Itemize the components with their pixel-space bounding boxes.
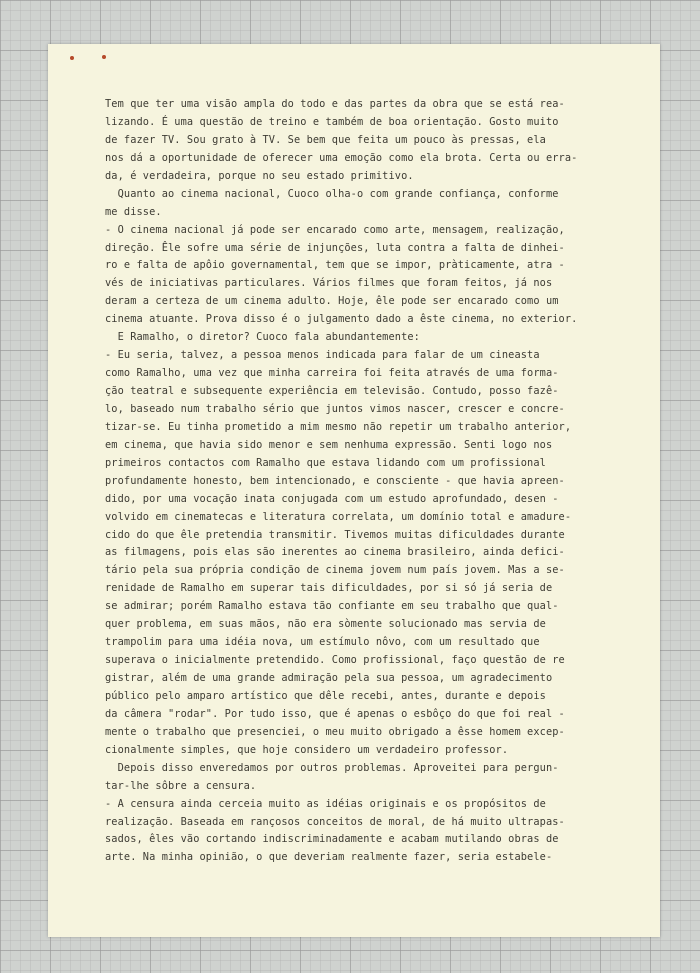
text-line: realização. Baseada em rançosos conceitos de moral, de há muito ultrapas- <box>105 815 565 828</box>
text-line: nos dá a oportunidade de oferecer uma emoção como ela brota. Certa ou erra- <box>105 151 578 164</box>
text-line: da câmera "rodar". Por tudo isso, que é apenas o esbôço do que foi real - <box>105 707 565 720</box>
text-line: tário pela sua própria condição de cinema jovem num país jovem. Mas a se- <box>105 564 565 577</box>
text-line: trampolim para uma idéia nova, um estímulo nôvo, com um resultado que <box>105 636 540 649</box>
text-line: público pelo amparo artístico que dêle recebi, antes, durante e depois <box>105 689 546 702</box>
text-line: de fazer TV. Sou grato à TV. Se bem que feita um pouco às pressas, ela <box>105 133 546 146</box>
typewritten-page <box>48 44 660 937</box>
text-line: tar-lhe sôbre a censura. <box>105 779 257 792</box>
text-line: como Ramalho, uma vez que minha carreira foi feita através de uma forma- <box>105 367 559 380</box>
text-line: E Ramalho, o diretor? Cuoco fala abundantemente: <box>105 331 420 344</box>
text-line: em cinema, que havia sido menor e sem nenhuma expressão. Senti logo nos <box>105 438 553 451</box>
page-text <box>105 96 653 867</box>
text-line: superava o inicialmente pretendido. Como profissional, faço questão de re <box>105 654 565 667</box>
text-line: ção teatral e subsequente experiência em televisão. Contudo, posso fazê- <box>105 385 559 397</box>
text-line: quer problema, em suas mãos, não era sòmente solucionado mas servia de <box>105 618 546 631</box>
text-line: Quanto ao cinema nacional, Cuoco olha-o com grande confiança, conforme <box>105 187 559 200</box>
text-line: cido do que êle pretendia transmitir. Tivemos muitas dificuldades durante <box>105 528 565 541</box>
text-line: da, é verdadeira, porque no seu estado primitivo. <box>105 169 414 182</box>
text-line: lizando. É uma questão de treino e também de boa orientação. Gosto muito <box>105 115 559 128</box>
text-line: deram a certeza de um cinema adulto. Hoje, êle pode ser encarado como um <box>105 295 559 308</box>
text-line: dido, por uma vocação inata conjugada com um estudo aprofundado, desen - <box>105 492 559 505</box>
text-line: mente o trabalho que presenciei, o meu muito obrigado a êsse homem excep- <box>105 725 565 738</box>
text-line: vés de iniciativas particulares. Vários filmes que foram feitos, já nos <box>105 277 553 290</box>
text-line: renidade de Ramalho em superar tais dificuldades, por si só já seria de <box>105 582 553 595</box>
text-line: profundamente honesto, bem intencionado, e consciente - que havia apreen- <box>105 474 565 487</box>
text-line: - A censura ainda cerceia muito as idéias originais e os propósitos de <box>105 797 546 810</box>
text-line: Depois disso enveredamos por outros problemas. Aproveitei para pergun- <box>105 761 559 774</box>
text-line: direção. Êle sofre uma série de injunções, luta contra a falta de dinhei- <box>105 241 565 254</box>
text-line: me disse. <box>105 205 162 218</box>
text-line: gistrar, além de uma grande admiração pela sua pessoa, um agradecimento <box>105 672 553 684</box>
text-line: ro e falta de apôio governamental, tem que se impor, pràticamente, atra - <box>105 259 565 272</box>
text-line: sados, êles vão cortando indiscriminadamente e acabam mutilando obras de <box>105 833 559 846</box>
text-line: arte. Na minha opinião, o que deveriam realmente fazer, seria estabele- <box>105 851 553 864</box>
text-line: lo, baseado num trabalho sério que juntos vimos nascer, crescer e concre- <box>105 402 565 415</box>
text-line: cinema atuante. Prova disso é o julgamento dado a êste cinema, no exterior. <box>105 313 578 326</box>
text-line: - O cinema nacional já pode ser encarado como arte, mensagem, realização, <box>105 223 565 236</box>
punch-mark <box>70 56 74 60</box>
punch-mark <box>102 55 106 59</box>
text-line: as filmagens, pois elas são inerentes ao cinema brasileiro, ainda defici- <box>105 546 565 559</box>
text-line: cionalmente simples, que hoje considero um verdadeiro professor. <box>105 743 509 756</box>
text-line: - Eu seria, talvez, a pessoa menos indicada para falar de um cineasta <box>105 349 540 362</box>
text-line: tizar-se. Eu tinha prometido a mim mesmo não repetir um trabalho anterior, <box>105 420 572 433</box>
text-line: primeiros contactos com Ramalho que estava lidando com um profissional <box>105 456 546 469</box>
text-line: se admirar; porém Ramalho estava tão confiante em seu trabalho que qual- <box>105 600 559 613</box>
text-line: volvido em cinematecas e literatura correlata, um domínio total e amadure- <box>105 510 572 523</box>
text-line: Tem que ter uma visão ampla do todo e das partes da obra que se está rea- <box>105 98 565 110</box>
